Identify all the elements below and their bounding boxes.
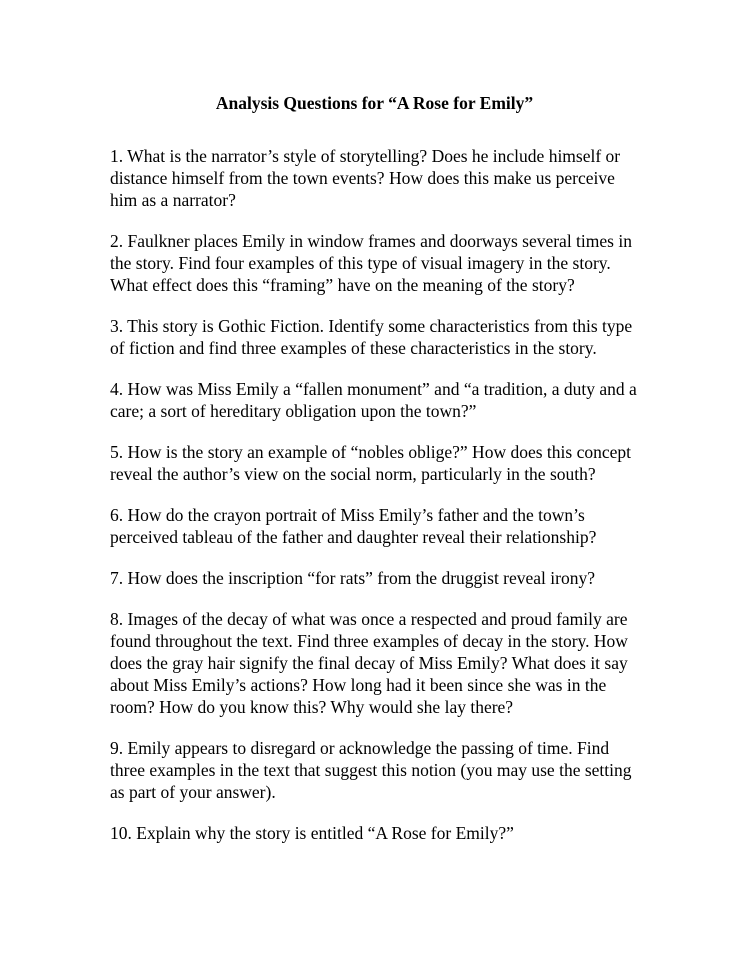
question-text-line: 9. Emily appears to disregard or acknowledge the passing of time. Find <box>110 738 610 758</box>
question-10 <box>110 822 637 844</box>
question-text-line: 1. What is the narrator’s style of storytelling? Does he include himself or <box>110 146 621 166</box>
document-title: Analysis Questions for “A Rose for Emily” <box>215 93 534 113</box>
question-text-line: him as a narrator? <box>110 190 236 210</box>
question-list <box>110 145 637 863</box>
question-2 <box>110 230 637 296</box>
question-text-line: 5. How is the story an example of “nobles oblige?” How does this concept <box>110 442 631 462</box>
question-9 <box>110 737 637 803</box>
question-6 <box>110 504 637 548</box>
question-text-line: distance himself from the town events? How does this make us perceive <box>110 168 615 188</box>
question-text-line: perceived tableau of the father and daughter reveal their relationship? <box>110 527 597 547</box>
question-text-line: 8. Images of the decay of what was once a respected and proud family are <box>110 609 628 629</box>
question-3 <box>110 315 637 359</box>
question-text-line: 2. Faulkner places Emily in window frames and doorways several times in <box>110 231 632 251</box>
question-text-line: What effect does this “framing” have on the meaning of the story? <box>110 275 575 295</box>
question-text-line: care; a sort of hereditary obligation upon the town?” <box>110 401 477 421</box>
question-text-line: room? How do you know this? Why would she lay there? <box>110 697 514 717</box>
question-8 <box>110 608 637 718</box>
question-text-line: about Miss Emily’s actions? How long had it been since she was in the <box>110 675 607 695</box>
question-7 <box>110 567 637 589</box>
question-text-line: three examples in the text that suggest this notion (you may use the setting <box>110 760 632 780</box>
question-text-line: 6. How do the crayon portrait of Miss Emily’s father and the town’s <box>110 505 585 525</box>
question-text-line: of fiction and find three examples of these characteristics in the story. <box>110 338 597 358</box>
question-text-line: 4. How was Miss Emily a “fallen monument” and “a tradition, a duty and a <box>110 379 637 399</box>
question-text-line: as part of your answer). <box>110 782 276 802</box>
question-text-line: reveal the author’s view on the social norm, particularly in the south? <box>110 464 596 484</box>
question-4 <box>110 378 637 422</box>
question-text-line: found throughout the text. Find three examples of decay in the story. How <box>110 631 628 651</box>
question-1 <box>110 145 637 211</box>
question-text-line: 10. Explain why the story is entitled “A Rose for Emily?” <box>110 823 514 843</box>
question-text-line: 3. This story is Gothic Fiction. Identify some characteristics from this type <box>110 316 633 336</box>
question-5 <box>110 441 637 485</box>
question-text-line: does the gray hair signify the final decay of Miss Emily? What does it say <box>110 653 628 673</box>
question-text-line: the story. Find four examples of this type of visual imagery in the story. <box>110 253 611 273</box>
question-text-line: 7. How does the inscription “for rats” from the druggist reveal irony? <box>110 568 596 588</box>
